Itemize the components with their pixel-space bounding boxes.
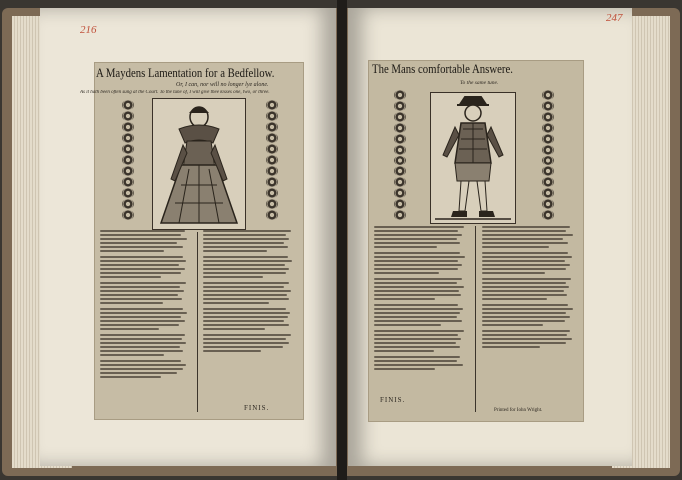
book-gutter bbox=[337, 0, 347, 480]
woodcut-man-illustration bbox=[430, 92, 516, 224]
left-finis: FINIS. bbox=[244, 404, 270, 412]
left-ballad-tune: As it hath been often sung at the Court. To the tune of, I will give thee kisses one, two, or three. bbox=[80, 90, 270, 95]
right-ballad-column-1 bbox=[374, 226, 470, 370]
right-folio: 247 bbox=[606, 12, 623, 24]
right-ornament-border-a bbox=[392, 90, 408, 220]
left-column-divider bbox=[197, 232, 198, 412]
right-ballad-column-2 bbox=[482, 226, 578, 348]
left-folio: 216 bbox=[80, 24, 97, 36]
left-ballad-title: A Maydens Lamentation for a Bedfellow. bbox=[96, 66, 275, 80]
left-ballad-column-1 bbox=[100, 230, 192, 378]
right-ornament-border-b bbox=[540, 90, 556, 220]
left-ornament-border-b bbox=[264, 100, 280, 226]
right-column-divider bbox=[475, 226, 476, 412]
left-ornament-border-a bbox=[120, 100, 136, 226]
right-finis: FINIS. bbox=[380, 396, 406, 404]
right-ballad-tune: To the same tune. bbox=[460, 80, 499, 86]
left-ballad-subtitle: Or, I can, nor will no longer lye alone. bbox=[176, 82, 269, 88]
left-ballad-column-2 bbox=[203, 230, 297, 352]
printer-imprint: Printed for Iohn Wright. bbox=[494, 408, 543, 413]
right-ballad-title: The Mans comfortable Answere. bbox=[372, 62, 513, 76]
woodcut-lady-illustration bbox=[152, 98, 246, 230]
